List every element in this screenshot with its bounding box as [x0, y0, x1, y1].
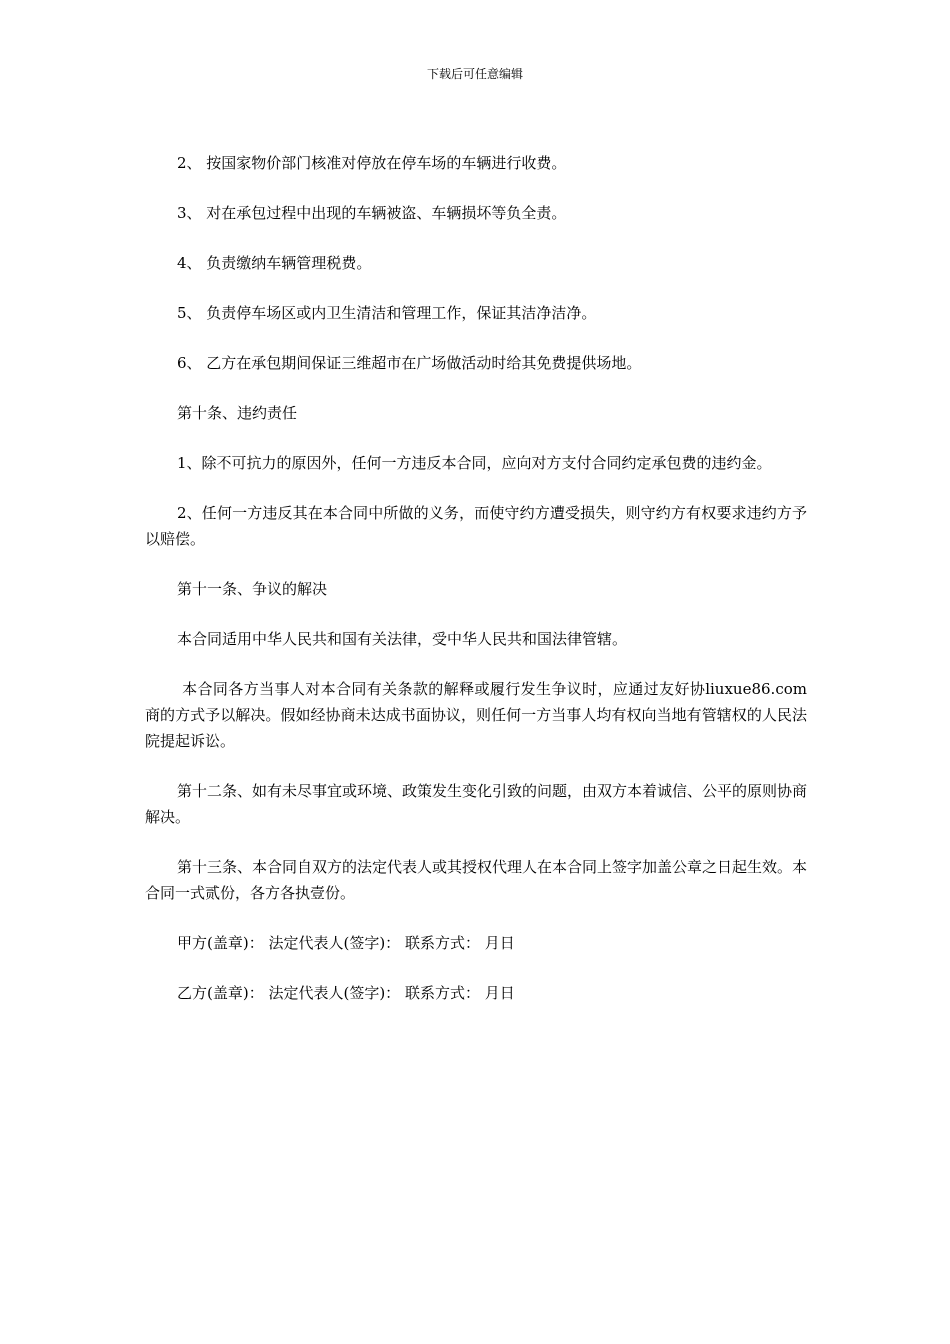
article-13-paragraph: 第十三条、本合同自双方的法定代表人或其授权代理人在本合同上签字加盖公章之日起生效。本合同一式贰份，各方各执壹份。 — [145, 858, 808, 902]
clause-item-2: 2、 按国家物价部门核准对停放在停车场的车辆进行收费。 — [177, 154, 567, 172]
section-heading-article-10: 第十条、违约责任 — [177, 404, 298, 422]
clause-item-3: 3、 对在承包过程中出现的车辆被盗、车辆损坏等负全责。 — [177, 204, 567, 222]
breach-item-1: 1、除不可抗力的原因外，任何一方违反本合同，应向对方支付合同约定承包费的违约金。 — [177, 454, 772, 472]
governing-law-paragraph: 本合同适用中华人民共和国有关法律，受中华人民共和国法律管辖。 — [177, 630, 628, 648]
document-body — [145, 150, 807, 1030]
party-b-signature-line: 乙方(盖章)： 法定代表人(签字)： 联系方式： 月日 — [177, 984, 515, 1002]
article-12-paragraph: 第十二条、如有未尽事宜或环境、政策发生变化引致的问题，由双方本着诚信、公平的原则协商解决。 — [145, 782, 808, 826]
clause-item-6: 6、 乙方在承包期间保证三维超市在广场做活动时给其免费提供场地。 — [177, 354, 642, 372]
breach-item-2: 2、任何一方违反其在本合同中所做的义务，而使守约方遭受损失，则守约方有权要求违约方予以赔偿。 — [145, 504, 807, 548]
section-heading-article-11: 第十一条、争议的解决 — [177, 580, 328, 598]
dispute-resolution-paragraph: 本合同各方当事人对本合同有关条款的解释或履行发生争议时，应通过友好协liuxue86.com商的方式予以解决。假如经协商未达成书面协议，则任何一方当事人均有权向当地有管辖权的人民法院提起诉讼。 — [145, 680, 807, 750]
page-header: 下载后可任意编辑 — [426, 67, 523, 81]
clause-item-4: 4、 负责缴纳车辆管理税费。 — [177, 254, 372, 272]
clause-item-5: 5、 负责停车场区或内卫生清洁和管理工作，保证其洁净洁净。 — [177, 304, 597, 322]
party-a-signature-line: 甲方(盖章)： 法定代表人(签字)： 联系方式： 月日 — [177, 934, 515, 952]
